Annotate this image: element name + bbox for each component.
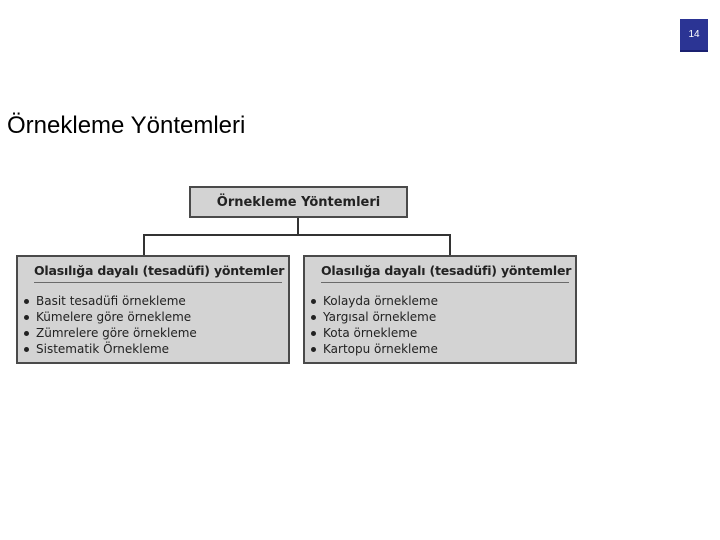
- list-item: [311, 309, 438, 325]
- category-box-right: [303, 255, 577, 364]
- root-node-label: Örnekleme Yöntemleri: [216, 194, 381, 210]
- list-item: [24, 341, 197, 357]
- method-list: [311, 293, 438, 357]
- list-item: [24, 309, 197, 325]
- list-item: [24, 325, 197, 341]
- bullet-icon: [311, 315, 316, 320]
- method-label: Kolayda örnekleme: [323, 294, 438, 308]
- list-item: [311, 341, 438, 357]
- page-number-badge: 14: [680, 19, 708, 52]
- list-item: [311, 325, 438, 341]
- slide-title: Örnekleme Yöntemleri: [7, 112, 246, 139]
- bullet-icon: [311, 347, 316, 352]
- method-label: Basit tesadüfi örnekleme: [36, 294, 186, 308]
- method-list: [24, 293, 197, 357]
- category-heading: Olasılığa dayalı (tesadüfi) yöntemler: [34, 263, 282, 283]
- list-item: [311, 293, 438, 309]
- bullet-icon: [24, 331, 29, 336]
- connector-right-drop: [449, 234, 451, 256]
- category-box-left: [16, 255, 290, 364]
- list-item: [24, 293, 197, 309]
- connector-left-drop: [143, 234, 145, 256]
- bullet-icon: [311, 299, 316, 304]
- bullet-icon: [24, 347, 29, 352]
- method-label: Yargısal örnekleme: [323, 310, 437, 324]
- bullet-icon: [24, 315, 29, 320]
- root-node: [189, 186, 408, 218]
- method-label: Kümelere göre örnekleme: [36, 310, 192, 324]
- method-label: Kartopu örnekleme: [323, 342, 438, 356]
- connector-bar: [143, 234, 451, 236]
- method-label: Zümrelere göre örnekleme: [36, 326, 197, 340]
- category-heading: Olasılığa dayalı (tesadüfi) yöntemler: [321, 263, 569, 283]
- method-label: Sistematik Örnekleme: [36, 342, 170, 356]
- bullet-icon: [311, 331, 316, 336]
- bullet-icon: [24, 299, 29, 304]
- method-label: Kota örnekleme: [323, 326, 418, 340]
